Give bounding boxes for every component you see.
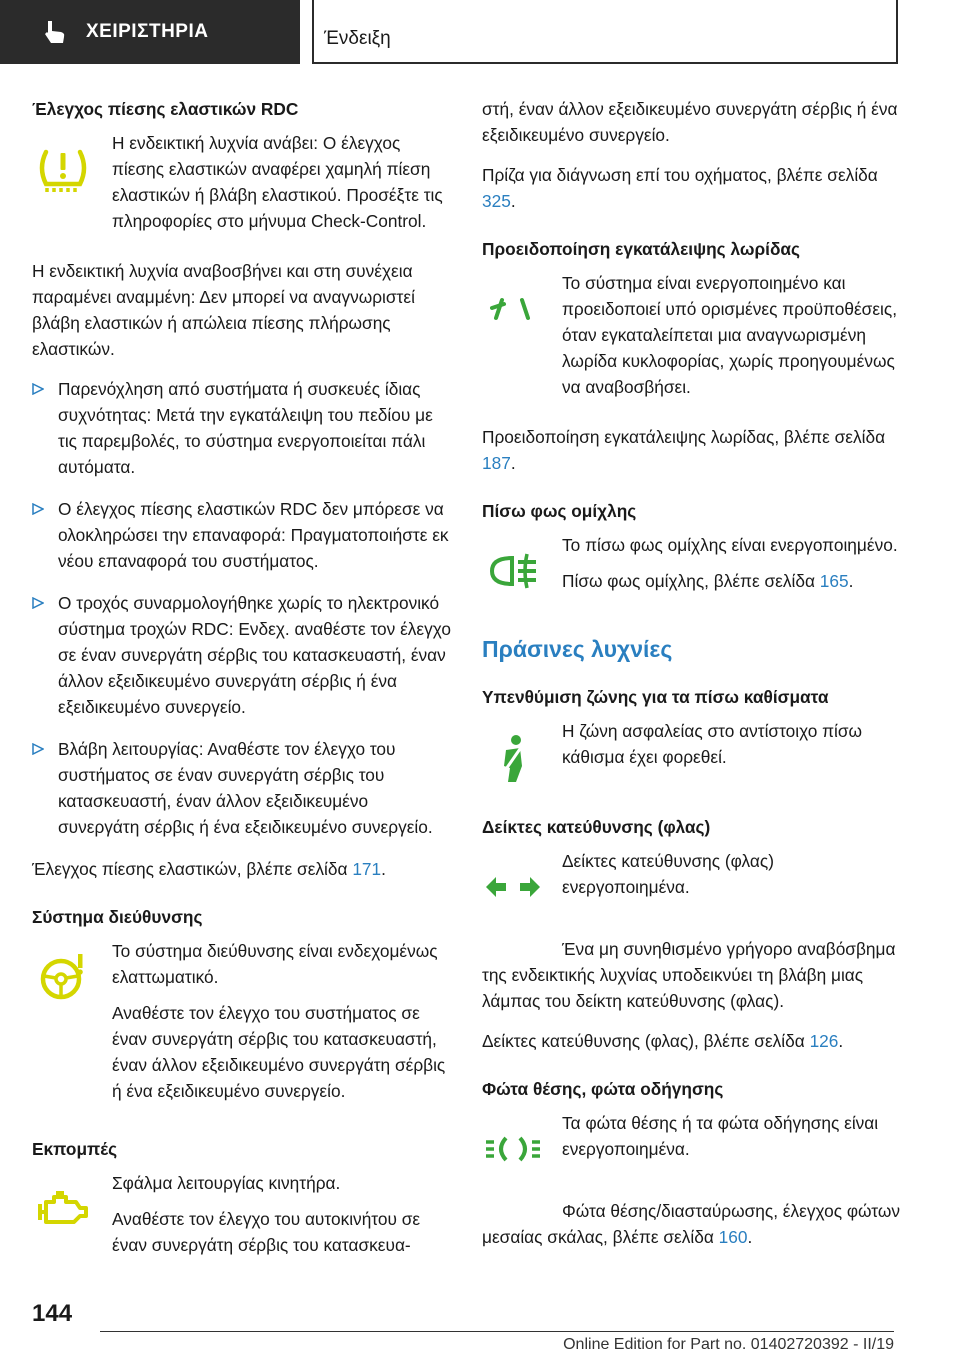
lights-block (482, 1110, 902, 1184)
page-link-171[interactable]: 171 (352, 859, 382, 879)
hand-pointer-icon (42, 19, 68, 45)
turn-text: Δείκτες κατεύθυνσης (φλας) ενεργοποιημένα. (562, 851, 774, 897)
lane-reference: Προειδοποίηση εγκατάλειψης λωρίδας, βλέπε σελίδα 187. (482, 427, 886, 473)
steering-block (32, 938, 452, 1114)
triangle-bullet-icon (32, 383, 44, 395)
belt-text: Η ζώνη ασφαλείας στο αντίστοιχο πίσω κάθισμα έχει φορεθεί. (562, 721, 863, 767)
continued-text: στή, έναν άλλον εξειδικευμένο συνεργάτη σέρβις ή ένα εξειδικευμένο συνεργείο. (482, 99, 898, 145)
emissions-block (32, 1170, 452, 1268)
section-tab[interactable] (0, 0, 300, 64)
rdc-text: Η ενδεικτική λυχνία ανάβει: Ο έλεγχος πίεσης ελαστικών αναφέρει χαμηλή πίεση ελαστικών ή βλάβη ελαστικού. Προσέξτε τις πληροφορίες στο μήνυμα Check-Control. (112, 133, 443, 231)
steering-text: Το σύστημα διεύθυνσης είναι ενδεχομένως ελαττωματικό. (112, 941, 438, 987)
lane-heading: Προειδοποίηση εγκατάλειψης λωρίδας (482, 239, 801, 259)
steering-text-2: Αναθέστε τον έλεγχο του συστήματος σε έναν συνεργάτη σέρβις του κατασκευαστή, έναν άλλον εξειδικευμένο συνεργάτη σέρβις ή ένα εξειδικευμένο συνεργείο. (112, 1003, 446, 1101)
turn-heading: Δείκτες κατεύθυνσης (φλας) (482, 817, 711, 837)
section-title: ΧΕΙΡΙΣΤΗΡΙΑ (86, 21, 209, 42)
page-link-325[interactable]: 325 (482, 191, 511, 211)
tire-pressure-warning-icon (32, 138, 94, 200)
emissions-text: Σφάλμα λειτουργίας κινητήρα. (112, 1173, 341, 1193)
subsection-title: Ένδειξη (324, 28, 391, 49)
parking-lights-icon (482, 1118, 544, 1180)
belt-heading: Υπενθύμιση ζώνης για τα πίσω καθίσματα (482, 687, 829, 707)
page-header (0, 0, 960, 66)
bullet-text: Βλάβη λειτουργίας: Αναθέστε τον έλεγχο του συστήματος σε έναν συνεργάτη σέρβις του κατασκευαστή, έναν άλλον εξειδικευμένο συνεργάτη σέρβις ή ένα εξειδικευμένο συνεργείο. (58, 739, 433, 837)
seatbelt-icon (482, 726, 544, 788)
fog-reference: Πίσω φως ομίχλης, βλέπε σελίδα 165. (562, 571, 854, 591)
turn-text-2: Ένα μη συνηθισμένο γρήγορο αναβόσβημα της ενδεικτικής λυχνίας υποδεικνύει τη βλάβη μιας λάμπας του δείκτη κατεύθυνσης (φλας). (482, 939, 896, 1011)
emissions-heading: Εκπομπές (32, 1139, 118, 1159)
lane-departure-icon (482, 278, 544, 340)
page-link-160[interactable]: 160 (718, 1227, 748, 1247)
rdc-reference: Έλεγχος πίεσης ελαστικών, βλέπε σελίδα 171. (32, 859, 386, 879)
subsection-tab[interactable] (312, 0, 898, 64)
list-item (32, 376, 452, 480)
bullet-text: Παρενόχληση από συστήματα ή συσκευές ίδιας συχνότητας: Μετά την εγκατάλειψη του πεδίου με τις παρεμβολές, το σύστημα ενεργοποιείται πάλι αυτόματα. (58, 379, 433, 477)
list-item (32, 496, 452, 574)
footer-divider (100, 1331, 894, 1332)
left-column (32, 96, 452, 1282)
rdc-heading: Έλεγχος πίεσης ελαστικών RDC (32, 99, 299, 119)
bullet-text: Ο έλεγχος πίεσης ελαστικών RDC δεν μπόρεσε να ολοκληρώσει την επαναφορά: Πραγματοποιήστε εκ νέου επαναφορά του συστήματος. (58, 499, 449, 571)
belt-block (482, 718, 902, 792)
triangle-bullet-icon (32, 597, 44, 609)
rear-fog-light-icon (482, 540, 544, 602)
rdc-paragraph: Η ενδεικτική λυχνία αναβοσβήνει και στη συνέχεια παραμένει αναμμένη: Δεν μπορεί να αναγνωριστεί βλάβη ελαστικών ή απώλεια πίεσης πλήρωσης ελαστικών. (32, 261, 415, 359)
turn-text-2-wrap (482, 936, 902, 1014)
fog-text: Το πίσω φως ομίχλης είναι ενεργοποιημένο. (562, 535, 898, 555)
turn-reference: Δείκτες κατεύθυνσης (φλας), βλέπε σελίδα 126. (482, 1031, 844, 1051)
rdc-block (32, 130, 452, 244)
lights-heading: Φώτα θέσης, φώτα οδήγησης (482, 1079, 724, 1099)
engine-warning-icon (32, 1178, 94, 1240)
footer-edition: Online Edition for Part no. 01402720392 - II/19 (563, 1336, 894, 1353)
turn-block (482, 848, 902, 922)
triangle-bullet-icon (32, 503, 44, 515)
lane-text: Το σύστημα είναι ενεργοποιημένο και προειδοποιεί υπό ορισμένες προϋποθέσεις, όταν εγκαταλείπεται μια αναγνωρισμένη λωρίδα κυκλοφορίας, χωρίς προηγουμένως να αναβοσβήσει. (562, 273, 897, 397)
list-item (32, 590, 452, 720)
lane-block (482, 270, 902, 410)
lights-text: Τα φώτα θέσης ή τα φώτα οδήγησης είναι ενεργοποιημένα. (562, 1113, 879, 1159)
emissions-text-2: Αναθέστε τον έλεγχο του αυτοκινήτου σε έναν συνεργάτη σέρβις του κατασκευα- (112, 1209, 421, 1255)
green-lights-heading: Πράσινες λυχνίες (482, 636, 673, 662)
fog-heading: Πίσω φως ομίχλης (482, 501, 637, 521)
page-link-187[interactable]: 187 (482, 453, 511, 473)
right-column (482, 96, 902, 1264)
steering-heading: Σύστημα διεύθυνσης (32, 907, 203, 927)
page-link-165[interactable]: 165 (819, 571, 849, 591)
fog-block (482, 532, 902, 606)
bullet-text: Ο τροχός συναρμολογήθηκε χωρίς το ηλεκτρονικό σύστημα τροχών RDC: Ενδεχ. αναθέστε τον έλεγχο σε έναν συνεργάτη σέρβις του κατασκευαστή, έναν άλλον εξειδικευμένο συνεργάτη σέρβις ή ένα εξειδικευμένο συνεργείο. (58, 593, 451, 717)
lights-reference: Φώτα θέσης/διασταύρωσης, έλεγχος φώτων μεσαίας σκάλας, βλέπε σελίδα 160. (482, 1201, 901, 1247)
rdc-bullet-list (32, 376, 452, 840)
list-item (32, 736, 452, 840)
diagnosis-reference: Πρίζα για διάγνωση επί του οχήματος, βλέπε σελίδα 325. (482, 165, 878, 211)
triangle-bullet-icon (32, 743, 44, 755)
steering-wheel-warning-icon (32, 946, 94, 1008)
page-number: 144 (32, 1300, 73, 1327)
turn-signal-icon (482, 856, 544, 918)
page-link-126[interactable]: 126 (809, 1031, 839, 1051)
